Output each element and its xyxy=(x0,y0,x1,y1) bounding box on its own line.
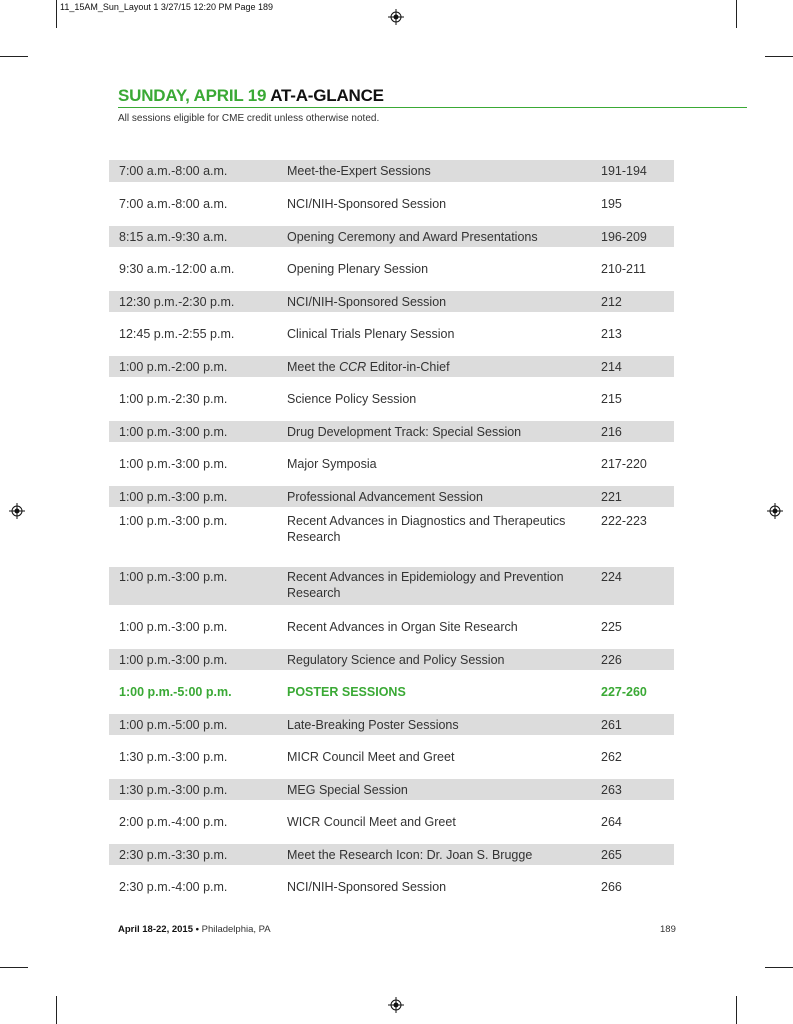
session-pages: 210-211 xyxy=(601,262,646,276)
session-title: MEG Special Session xyxy=(277,779,591,800)
session-title: NCI/NIH-Sponsored Session xyxy=(287,197,447,211)
session-pages: 264 xyxy=(601,815,622,829)
session-time: 2:30 p.m.-3:30 p.m. xyxy=(109,844,277,865)
session-title: Opening Ceremony and Award Presentations xyxy=(277,226,591,247)
session-pages: 262 xyxy=(601,750,622,764)
session-pages: 212 xyxy=(591,291,674,312)
table-row xyxy=(109,182,674,226)
crop-mark xyxy=(736,0,737,28)
session-title: Recent Advances in Diagnostics and Therapeutics Research xyxy=(287,514,566,544)
session-pages: 226 xyxy=(591,649,674,670)
footer-bullet: • xyxy=(195,924,199,935)
registration-mark-icon xyxy=(9,503,25,519)
session-title-prefix: Meet the xyxy=(287,359,340,374)
session-pages: 217-220 xyxy=(601,457,647,471)
table-row xyxy=(109,865,674,909)
crop-mark xyxy=(56,996,57,1024)
session-time: 2:30 p.m.-4:00 p.m. xyxy=(119,880,228,894)
session-title-suffix: Editor-in-Chief xyxy=(366,359,450,374)
table-row xyxy=(109,567,674,605)
session-time: 1:00 p.m.-5:00 p.m. xyxy=(119,685,232,699)
session-title: Meet-the-Expert Sessions xyxy=(277,160,591,182)
session-time: 1:00 p.m.-3:00 p.m. xyxy=(109,649,277,670)
table-row xyxy=(109,670,674,714)
table-row xyxy=(109,649,674,670)
footer-location: Philadelphia, PA xyxy=(201,924,271,935)
table-row xyxy=(109,735,674,779)
session-time: 12:30 p.m.-2:30 p.m. xyxy=(109,291,277,312)
session-time: 12:45 p.m.-2:55 p.m. xyxy=(119,327,235,341)
table-row xyxy=(109,844,674,865)
session-title: WICR Council Meet and Greet xyxy=(287,815,456,829)
session-title: Drug Development Track: Special Session xyxy=(277,421,591,442)
session-pages: 263 xyxy=(591,779,674,800)
session-title: Major Symposia xyxy=(287,457,377,471)
table-row xyxy=(109,226,674,247)
session-time: 1:30 p.m.-3:00 p.m. xyxy=(119,750,228,764)
session-title: Meet the Research Icon: Dr. Joan S. Brugge xyxy=(277,844,591,865)
session-pages: 261 xyxy=(591,714,674,735)
table-row xyxy=(109,247,674,291)
session-title xyxy=(277,356,591,377)
session-title: Recent Advances in Organ Site Research xyxy=(287,620,518,634)
table-row xyxy=(109,714,674,735)
session-time: 9:30 a.m.-12:00 a.m. xyxy=(119,262,235,276)
session-pages: 227-260 xyxy=(601,685,647,699)
session-time: 1:00 p.m.-3:00 p.m. xyxy=(109,567,277,605)
print-slug-line: 11_15AM_Sun_Layout 1 3/27/15 12:20 PM Page 189 xyxy=(60,2,273,12)
table-row xyxy=(109,160,674,182)
table-row xyxy=(109,291,674,312)
table-row xyxy=(109,800,674,844)
session-time: 1:00 p.m.-5:00 p.m. xyxy=(109,714,277,735)
session-pages: 266 xyxy=(601,880,622,894)
session-time: 7:00 a.m.-8:00 a.m. xyxy=(119,197,228,211)
table-row xyxy=(109,779,674,800)
title-at-a-glance: AT-A-GLANCE xyxy=(270,86,384,105)
session-time: 1:00 p.m.-3:00 p.m. xyxy=(119,457,228,471)
session-time: 1:00 p.m.-3:00 p.m. xyxy=(119,514,228,528)
session-pages: 222-223 xyxy=(601,514,647,528)
session-time: 1:00 p.m.-3:00 p.m. xyxy=(109,421,277,442)
session-pages: 221 xyxy=(591,486,674,507)
journal-name-italic: CCR xyxy=(339,359,367,374)
table-row xyxy=(109,421,674,442)
session-title: Science Policy Session xyxy=(287,392,417,406)
title-divider xyxy=(118,107,747,108)
session-title: Recent Advances in Epidemiology and Prevention Research xyxy=(277,567,591,605)
table-row xyxy=(109,356,674,377)
session-pages: 214 xyxy=(591,356,674,377)
table-row xyxy=(109,442,674,486)
session-pages: 216 xyxy=(591,421,674,442)
session-time: 1:00 p.m.-3:00 p.m. xyxy=(119,620,228,634)
session-title: NCI/NIH-Sponsored Session xyxy=(277,291,591,312)
crop-mark xyxy=(736,996,737,1024)
session-time: 2:00 p.m.-4:00 p.m. xyxy=(119,815,228,829)
table-row xyxy=(109,377,674,421)
session-pages: 224 xyxy=(591,567,674,605)
session-pages: 195 xyxy=(601,197,622,211)
footer-event-info xyxy=(118,924,271,935)
session-title: NCI/NIH-Sponsored Session xyxy=(287,880,447,894)
table-row xyxy=(109,605,674,649)
table-row xyxy=(109,312,674,356)
cme-note: All sessions eligible for CME credit unless otherwise noted. xyxy=(118,113,380,124)
registration-mark-icon xyxy=(767,503,783,519)
session-time: 1:00 p.m.-2:30 p.m. xyxy=(119,392,228,406)
session-time: 1:00 p.m.-2:00 p.m. xyxy=(109,356,277,377)
session-title: MICR Council Meet and Greet xyxy=(287,750,455,764)
crop-mark xyxy=(765,967,793,968)
session-time: 8:15 a.m.-9:30 a.m. xyxy=(109,226,277,247)
session-pages: 215 xyxy=(601,392,622,406)
registration-mark-icon xyxy=(388,9,404,25)
session-pages: 265 xyxy=(591,844,674,865)
table-row xyxy=(109,486,674,507)
crop-mark xyxy=(0,967,28,968)
session-pages: 196-209 xyxy=(591,226,674,247)
title-day: SUNDAY, APRIL 19 xyxy=(118,86,267,105)
session-title: Clinical Trials Plenary Session xyxy=(287,327,455,341)
registration-mark-icon xyxy=(388,997,404,1013)
session-pages: 225 xyxy=(601,620,622,634)
page-number: 189 xyxy=(660,924,676,935)
crop-mark xyxy=(0,56,28,57)
schedule-table xyxy=(109,160,674,909)
session-title: Late-Breaking Poster Sessions xyxy=(277,714,591,735)
session-title: Regulatory Science and Policy Session xyxy=(277,649,591,670)
footer-dates: April 18-22, 2015 xyxy=(118,924,193,935)
session-title: POSTER SESSIONS xyxy=(287,685,406,699)
session-time: 7:00 a.m.-8:00 a.m. xyxy=(109,160,277,182)
session-pages: 213 xyxy=(601,327,622,341)
session-time: 1:00 p.m.-3:00 p.m. xyxy=(109,486,277,507)
page-title xyxy=(118,86,384,106)
session-time: 1:30 p.m.-3:00 p.m. xyxy=(109,779,277,800)
crop-mark xyxy=(56,0,57,28)
session-title: Professional Advancement Session xyxy=(277,486,591,507)
crop-mark xyxy=(765,56,793,57)
session-title: Opening Plenary Session xyxy=(287,262,429,276)
session-pages: 191-194 xyxy=(591,160,674,182)
table-row xyxy=(109,507,674,567)
